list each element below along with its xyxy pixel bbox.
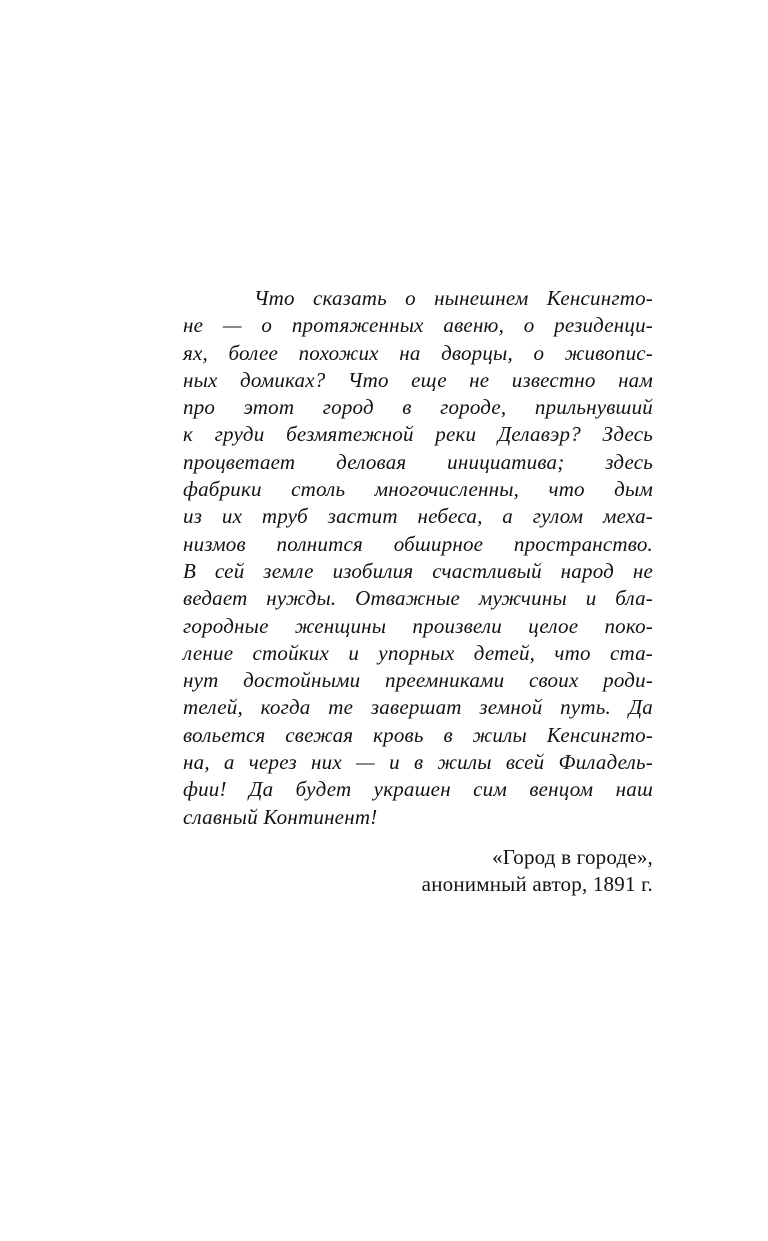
quote-line: славный Континент! <box>183 804 378 829</box>
quote-line: не — о протяженных авеню, о резиденци- <box>183 313 653 338</box>
quote-line: ных домиках? Что еще не известно нам <box>183 367 653 392</box>
quote-line: ление стойких и упорных детей, что ста- <box>183 640 653 665</box>
quote-line: городные женщины произвели целое поко- <box>183 613 653 638</box>
quote-line: ведает нужды. Отважные мужчины и бла- <box>183 586 653 611</box>
epigraph-quote <box>183 285 653 831</box>
quote-line: Что сказать о нынешнем Кенсингто- <box>254 286 653 310</box>
quote-line: к груди безмятежной реки Делавэр? Здесь <box>183 422 653 447</box>
source-author: анонимный автор, 1891 г. <box>421 872 653 897</box>
quote-line: про этот город в городе, прильнувший <box>183 395 653 420</box>
quote-line: ях, более похожих на дворцы, о живопис- <box>183 340 653 365</box>
source-title: «Город в городе», <box>492 845 653 869</box>
quote-line: на, а через них — и в жилы всей Филадель- <box>183 750 653 775</box>
quote-line: вольется свежая кровь в жилы Кенсингто- <box>183 722 653 747</box>
quote-line: В сей земле изобилия счастливый народ не <box>183 558 653 583</box>
quote-line: процветает деловая инициатива; здесь <box>183 449 653 474</box>
quote-line: низмов полнится обширное пространство. <box>183 531 653 556</box>
quote-line: телей, когда те завершат земной путь. Да <box>183 695 653 720</box>
quote-line: фабрики столь многочисленны, что дым <box>183 477 653 502</box>
quote-line: из их труб застит небеса, а гулом меха- <box>183 504 653 529</box>
quote-line: фии! Да будет украшен сим венцом наш <box>183 777 653 802</box>
epigraph-attribution <box>183 844 653 899</box>
quote-line: нут достойными преемниками своих роди- <box>183 668 653 693</box>
